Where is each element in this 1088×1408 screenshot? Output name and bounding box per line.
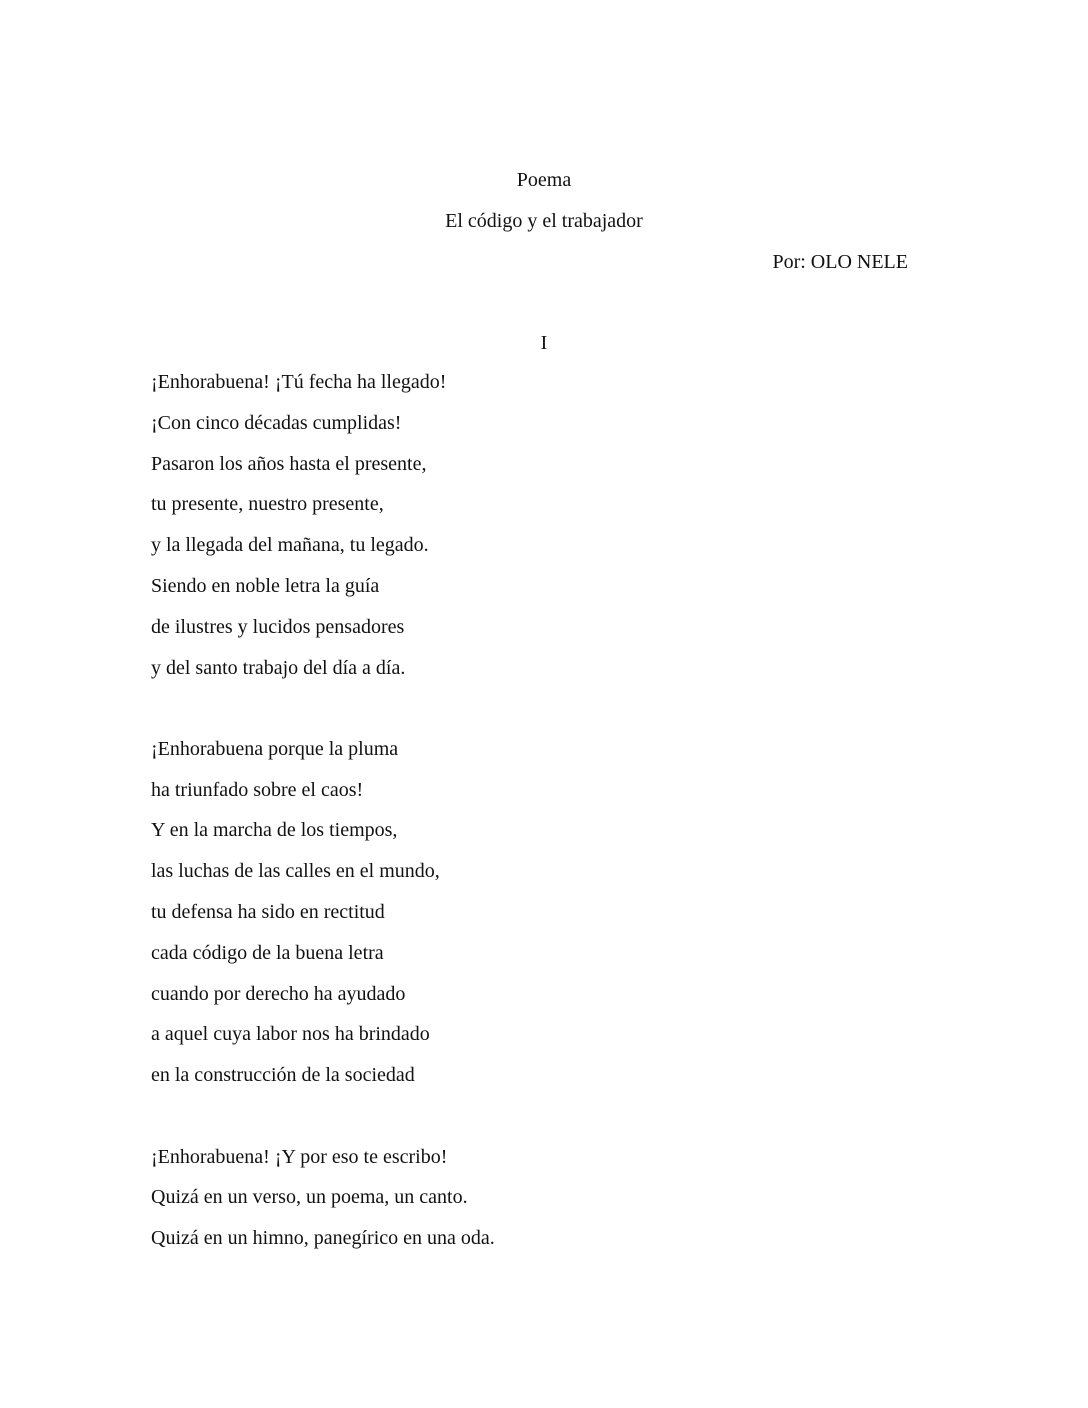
verse-line: tu presente, nuestro presente, bbox=[151, 493, 384, 516]
verse-line: ha triunfado sobre el caos! bbox=[151, 778, 364, 801]
document-label: Poema bbox=[516, 169, 572, 191]
verse-line: las luchas de las calles en el mundo, bbox=[151, 860, 440, 883]
verse-line: Quizá en un verso, un poema, un canto. bbox=[151, 1186, 468, 1209]
verse-line: ¡Enhorabuena! ¡Tú fecha ha llegado! bbox=[151, 371, 447, 393]
stanza bbox=[151, 1143, 951, 1265]
verse-line: y la llegada del mañana, tu legado. bbox=[151, 534, 429, 557]
stanza bbox=[151, 735, 951, 1102]
verse-line: ¡Enhorabuena porque la pluma bbox=[151, 737, 399, 760]
verse-line: de ilustres y lucidos pensadores bbox=[151, 615, 405, 638]
verse-line: Siendo en noble letra la guía bbox=[151, 574, 380, 597]
verse-line: tu defensa ha sido en rectitud bbox=[151, 901, 385, 924]
section-number: I bbox=[540, 332, 548, 354]
poem-title: El código y el trabajador bbox=[445, 210, 643, 232]
verse-line: y del santo trabajo del día a día. bbox=[151, 656, 406, 679]
stanza bbox=[151, 368, 951, 694]
verse-line: Quizá en un himno, panegírico en una oda. bbox=[151, 1227, 495, 1250]
verse-line: Y en la marcha de los tiempos, bbox=[151, 819, 398, 842]
verse-line: en la construcción de la sociedad bbox=[151, 1064, 415, 1087]
author-byline: Por: OLO NELE bbox=[772, 251, 908, 273]
verse-line: cuando por derecho ha ayudado bbox=[151, 982, 406, 1005]
verse-line: a aquel cuya labor nos ha brindado bbox=[151, 1023, 430, 1046]
verse-line: ¡Con cinco décadas cumplidas! bbox=[151, 411, 402, 434]
poem-body bbox=[151, 368, 951, 1305]
verse-line: Pasaron los años hasta el presente, bbox=[151, 452, 427, 475]
verse-line: cada código de la buena letra bbox=[151, 941, 384, 964]
verse-line: ¡Enhorabuena! ¡Y por eso te escribo! bbox=[151, 1145, 448, 1168]
